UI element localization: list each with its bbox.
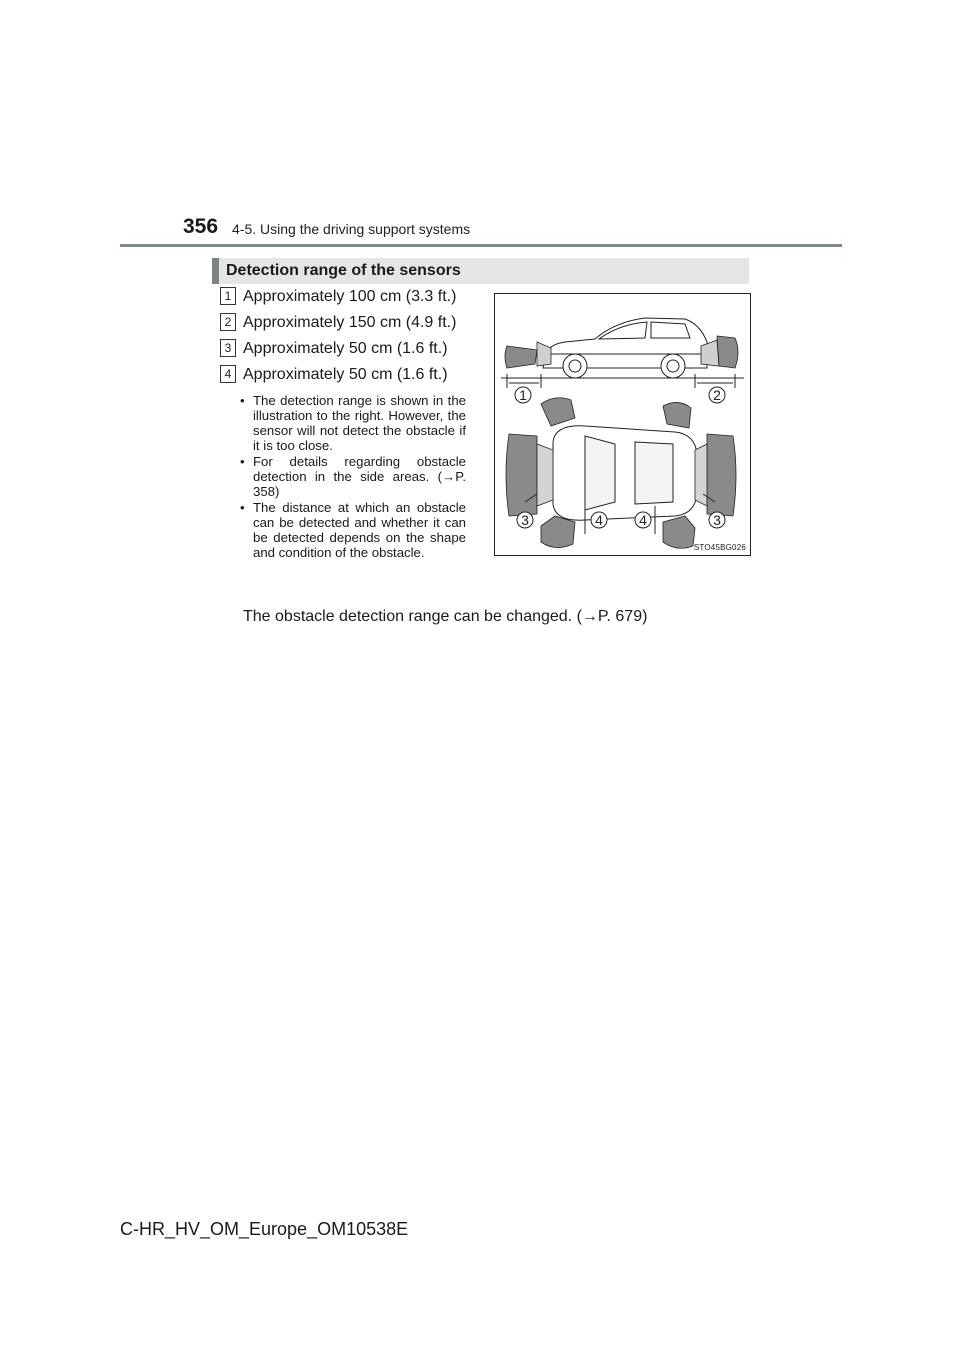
- detection-range-note: The obstacle detection range can be changed. (→P. 679): [243, 608, 648, 625]
- note-item: • The distance at which an obstacle can be detected and whether it can be detected depends on the shape and condition of the obstacle.: [238, 500, 466, 560]
- page-number: 356: [183, 215, 219, 238]
- range-text-1: Approximately 100 cm (3.3 ft.): [243, 288, 457, 305]
- range-text-3: Approximately 50 cm (1.6 ft.): [243, 340, 448, 357]
- header-rule: [120, 244, 842, 247]
- range-marker-1: 1: [220, 287, 236, 305]
- chapter-section-title: 4-5. Using the driving support systems: [232, 221, 471, 237]
- callout-4-right: 4: [639, 512, 647, 528]
- note-item: • For details regarding obstacle detection in the side areas. (→P. 358): [238, 454, 466, 499]
- callout-3-left: 3: [521, 512, 529, 528]
- notes-list: [238, 393, 466, 561]
- note-item: • The detection range is shown in the illustration to the right. However, the sensor will not detect the obstacle if it is too close.: [238, 393, 466, 453]
- callout-2: 2: [713, 387, 721, 403]
- callout-1: 1: [519, 387, 527, 403]
- document-id: C-HR_HV_OM_Europe_OM10538E: [120, 1219, 409, 1239]
- range-marker-3: 3: [220, 339, 236, 357]
- range-marker-2: 2: [220, 313, 236, 331]
- car-side-view: [543, 318, 707, 378]
- callout-4-left: 4: [595, 512, 603, 528]
- section-heading-accent: [212, 258, 219, 284]
- section-heading: Detection range of the sensors: [226, 262, 461, 279]
- range-marker-4: 4: [220, 365, 236, 383]
- sensor-range-illustration: [494, 293, 751, 556]
- range-text-2: Approximately 150 cm (4.9 ft.): [243, 314, 457, 331]
- callout-3-right: 3: [713, 512, 721, 528]
- sensor-range-drawing: [495, 294, 750, 555]
- figure-code: STO45BG026: [693, 543, 746, 552]
- section-heading-bar: [212, 258, 749, 284]
- dimension-lines: [501, 374, 744, 388]
- range-text-4: Approximately 50 cm (1.6 ft.): [243, 366, 448, 383]
- car-top-view: [553, 426, 697, 520]
